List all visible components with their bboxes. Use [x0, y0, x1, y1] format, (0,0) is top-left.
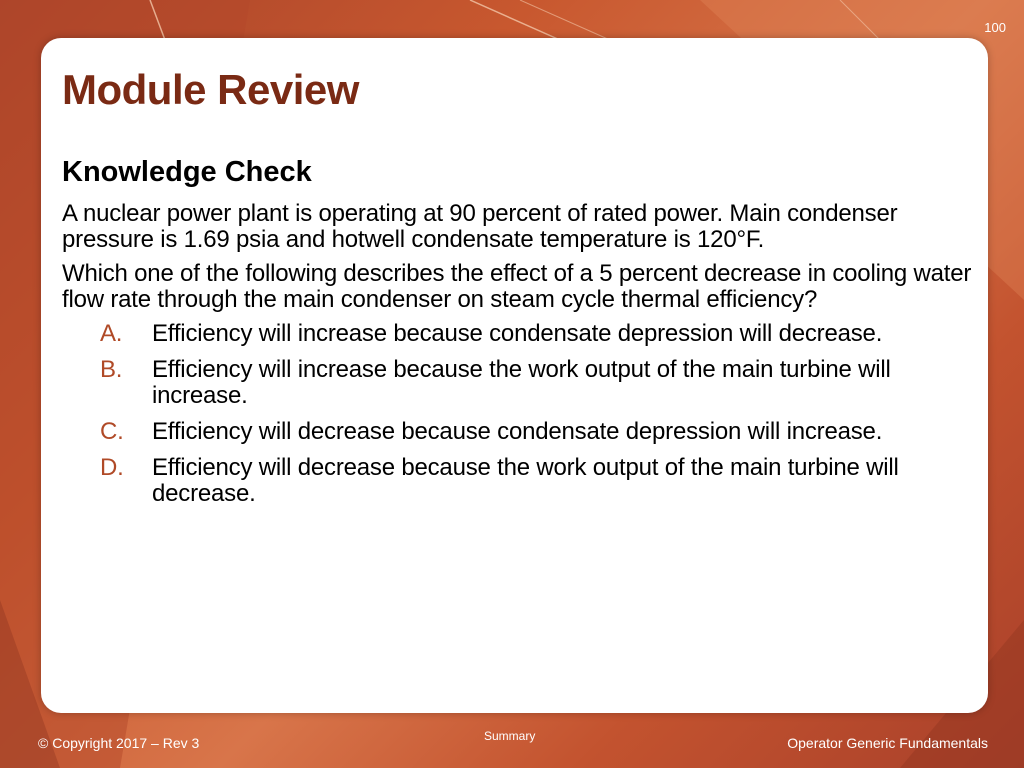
option-letter: B. — [100, 356, 123, 383]
option-letter: D. — [100, 454, 124, 481]
slide-title: Module Review — [62, 66, 359, 113]
answer-option-c[interactable] — [62, 419, 972, 445]
option-text: Efficiency will increase because the work output of the main turbine will increase. — [152, 356, 891, 409]
answer-option-b[interactable] — [62, 357, 972, 409]
scenario-paragraph: A nuclear power plant is operating at 90 percent of rated power. Main condenser pressure is 1.69 psia and hotwell condensate temperature is 120°F. — [62, 200, 898, 253]
answer-options — [62, 321, 972, 507]
option-letter: A. — [100, 320, 123, 347]
option-text: Efficiency will increase because condensate depression will decrease. — [152, 320, 883, 347]
option-text: Efficiency will decrease because condensate depression will increase. — [152, 418, 883, 445]
footer-section-label: Summary — [484, 729, 536, 743]
copyright-notice: © Copyright 2017 – Rev 3 — [38, 735, 200, 751]
question-paragraph: Which one of the following describes the effect of a 5 percent decrease in cooling water flow rate through the main condenser on steam cycle thermal efficiency? — [62, 260, 972, 313]
section-subtitle: Knowledge Check — [62, 156, 312, 188]
option-letter: C. — [100, 418, 124, 445]
slide-content — [62, 155, 972, 517]
answer-option-d[interactable] — [62, 455, 972, 507]
option-text: Efficiency will decrease because the work output of the main turbine will decrease. — [152, 454, 899, 507]
course-name: Operator Generic Fundamentals — [787, 735, 988, 751]
answer-option-a[interactable] — [62, 321, 972, 347]
slide-number: 100 — [984, 20, 1006, 35]
slide-footer — [0, 718, 1024, 768]
